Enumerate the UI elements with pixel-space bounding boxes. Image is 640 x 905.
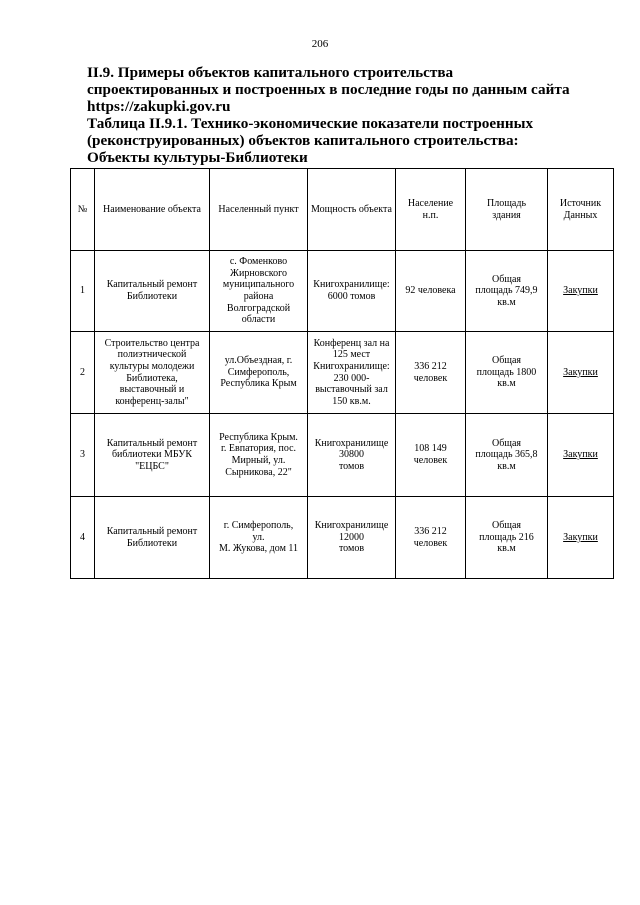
cell-capacity: Книгохранилище: 6000 томов [308, 251, 396, 332]
cell-population: 108 149 человек [396, 414, 466, 497]
cell-name: Капитальный ремонт Библиотеки [95, 497, 210, 579]
heading-line: Таблица II.9.1. Технико-экономические показатели построенных [87, 115, 534, 132]
cell-place: Республика Крым. г. Евпатория, пос. Мирный, ул. Сырникова, 22" [210, 414, 308, 497]
cell-area: Общая площадь 749,9 кв.м [466, 251, 548, 332]
source-link[interactable]: Закупки [563, 366, 598, 378]
source-link[interactable]: Закупки [563, 285, 598, 297]
heading-line: II.9. Примеры объектов капитального строительства [87, 64, 454, 81]
cell-source [548, 251, 614, 332]
cell-source [548, 414, 614, 497]
cell-source [548, 497, 614, 579]
cell-num: 3 [71, 414, 95, 497]
table-header-row [71, 169, 614, 251]
cell-population: 336 212 человек [396, 332, 466, 414]
table-row [71, 497, 614, 579]
cell-area: Общая площадь 1800 кв.м [466, 332, 548, 414]
cell-num: 1 [71, 251, 95, 332]
heading-line: Объекты культуры-Библиотеки [87, 149, 308, 166]
header-capacity: Мощность объекта [308, 169, 396, 251]
header-place: Населенный пункт [210, 169, 308, 251]
source-link[interactable]: Закупки [563, 531, 598, 543]
table-row [71, 414, 614, 497]
header-area: Площадь здания [466, 169, 548, 251]
cell-area: Общая площадь 365,8 кв.м [466, 414, 548, 497]
source-link[interactable]: Закупки [563, 449, 598, 461]
cell-capacity: Конференц зал на 125 мест Книгохранилище: 230 000- выставочный зал 150 кв.м. [308, 332, 396, 414]
heading-line: https://zakupki.gov.ru [87, 98, 231, 115]
table-row [71, 251, 614, 332]
cell-name: Капитальный ремонт библиотеки МБУК "ЕЦБС" [95, 414, 210, 497]
header-population: Население н.п. [396, 169, 466, 251]
cell-num: 2 [71, 332, 95, 414]
cell-place: с. Фоменково Жирновского муниципального района Волгоградской области [210, 251, 308, 332]
heading-line: спроектированных и построенных в последние годы по данным сайта [87, 81, 570, 98]
cell-name: Строительство центра полиэтнической культуры молодежи Библиотека, выставочный и конференц-залы" [95, 332, 210, 414]
cell-place: ул.Объездная, г. Симферополь, Республика Крым [210, 332, 308, 414]
heading-line: (реконструированных) объектов капитального строительства: [87, 132, 519, 149]
cell-capacity: Книгохранилище 30800 томов [308, 414, 396, 497]
section-heading [87, 64, 587, 166]
cell-population: 92 человека [396, 251, 466, 332]
cell-source [548, 332, 614, 414]
table-row [71, 332, 614, 414]
cell-num: 4 [71, 497, 95, 579]
header-num: № [71, 169, 95, 251]
page-number: 206 [311, 38, 329, 50]
cell-area: Общая площадь 216 кв.м [466, 497, 548, 579]
header-source: Источник Данных [548, 169, 614, 251]
cell-name: Капитальный ремонт Библиотеки [95, 251, 210, 332]
header-name: Наименование объекта [95, 169, 210, 251]
cell-capacity: Книгохранилище 12000 томов [308, 497, 396, 579]
cell-population: 336 212 человек [396, 497, 466, 579]
libraries-table [70, 168, 614, 579]
cell-place: г. Симферополь, ул. М. Жукова, дом 11 [210, 497, 308, 579]
